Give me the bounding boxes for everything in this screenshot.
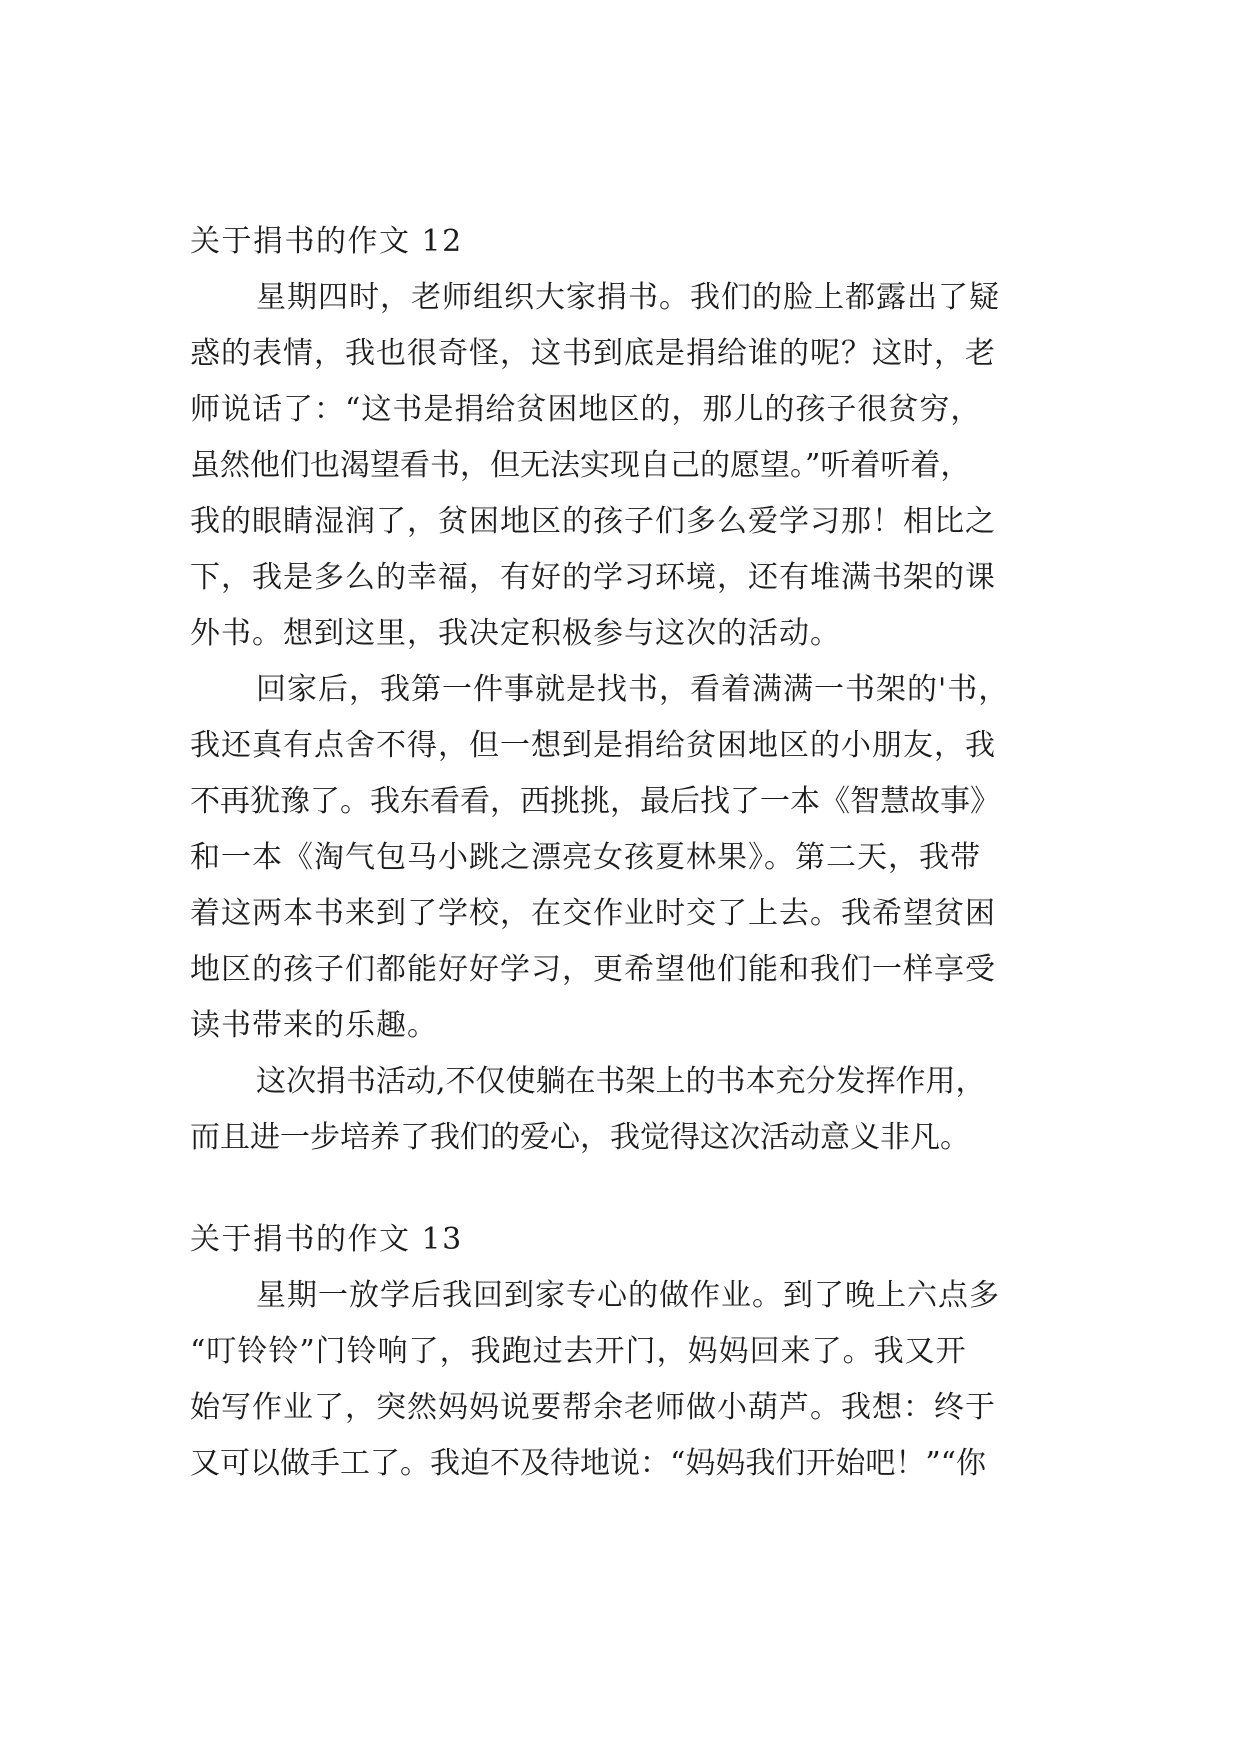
paragraph-line: 而且进一步培养了我们的爱心，我觉得这次活动意义非凡。: [190, 1120, 970, 1155]
paragraph-line: 读书带来的乐趣。: [190, 1008, 438, 1043]
paragraph-line: 外书。想到这里，我决定积极参与这次的活动。: [190, 616, 841, 651]
paragraph-line: 下，我是多么的幸福，有好的学习环境，还有堆满书架的课: [190, 560, 996, 595]
paragraph-line: 我的眼睛湿润了，贫困地区的孩子们多么爱学习那！相比之: [190, 504, 996, 539]
paragraph-line: 我还真有点舍不得，但一想到是捐给贫困地区的小朋友，我: [190, 728, 996, 763]
paragraph-line: 地区的孩子们都能好好学习，更希望他们能和我们一样享受: [190, 952, 996, 987]
paragraph-line: 和一本《淘气包马小跳之漂亮女孩夏林果》。第二天，我带: [190, 840, 981, 875]
section-heading: 关于捐书的作文 13: [190, 1222, 463, 1257]
paragraph-line: “叮铃铃”门铃响了，我跑过去开门，妈妈回来了。我又开: [190, 1334, 967, 1369]
paragraph-line: 这次捐书活动,不仅使躺在书架上的书本充分发挥作用，: [256, 1064, 986, 1099]
paragraph-line: 虽然他们也渴望看书，但无法实现自己的愿望。”听着听着，: [190, 448, 971, 483]
paragraph-line: 惑的表情，我也很奇怪，这书到底是捐给谁的呢？这时，老: [190, 336, 996, 371]
paragraph-line: 始写作业了，突然妈妈说要帮余老师做小葫芦。我想：终于: [190, 1390, 996, 1425]
paragraph-line: 又可以做手工了。我迫不及待地说：“妈妈我们开始吧！”“你: [190, 1446, 987, 1481]
paragraph-line: 不再犹豫了。我东看看，西挑挑，最后找了一本《智慧故事》: [190, 784, 1000, 819]
paragraph-line: 师说话了：“这书是捐给贫困地区的，那儿的孩子很贫穷，: [190, 392, 982, 427]
paragraph-line: 星期四时，老师组织大家捐书。我们的脸上都露出了疑: [256, 280, 1000, 315]
section-heading: 关于捐书的作文 12: [190, 224, 463, 259]
paragraph-line: 着这两本书来到了学校，在交作业时交了上去。我希望贫困: [190, 896, 996, 931]
paragraph-line: 星期一放学后我回到家专心的做作业。到了晚上六点多: [256, 1278, 1000, 1313]
paragraph-line: 回家后，我第一件事就是找书，看着满满一书架的'书，: [256, 672, 1010, 707]
